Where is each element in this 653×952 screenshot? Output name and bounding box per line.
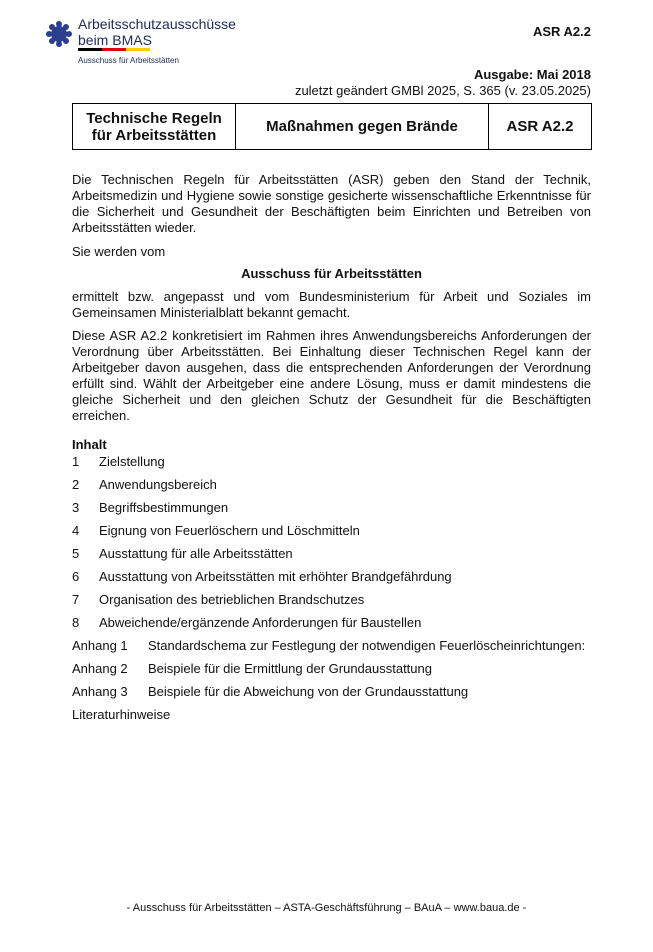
toc-number: 4 <box>72 523 80 538</box>
toc-annex[interactable] <box>72 657 585 680</box>
toc-item[interactable] <box>72 542 585 565</box>
toc-number: 6 <box>72 569 80 584</box>
title-line: für Arbeitsstätten <box>91 126 217 144</box>
toc-annex[interactable] <box>72 680 585 703</box>
toc-title: Ausstattung für alle Arbeitsstätten <box>99 546 293 561</box>
page-footer: - Ausschuss für Arbeitsstätten – ASTA-Geschäftsführung – BAuA – www.baua.de - <box>126 902 527 914</box>
committee-name: Ausschuss für Arbeitsstätten <box>241 266 422 281</box>
logo-text: Arbeitsschutzausschüsse <box>78 16 236 32</box>
toc-number: 7 <box>72 592 80 607</box>
logo-subtitle: Ausschuss für Arbeitsstätten <box>78 56 179 65</box>
toc-heading: Inhalt <box>72 437 107 452</box>
toc-number: 8 <box>72 615 80 630</box>
toc-number: 2 <box>72 477 80 492</box>
annex-title: Standardschema zur Festlegung der notwendigen Feuerlöscheinrichtungen: <box>148 638 586 653</box>
table-of-contents <box>72 450 585 726</box>
toc-title: Anwendungsbereich <box>99 477 217 492</box>
toc-item[interactable] <box>72 450 585 473</box>
toc-annex[interactable] <box>72 634 585 657</box>
annex-title: Beispiele für die Ermittlung der Grundausstattung <box>148 661 432 676</box>
toc-item[interactable] <box>72 519 585 542</box>
toc-number: 5 <box>72 546 80 561</box>
toc-title: Abweichende/ergänzende Anforderungen für Baustellen <box>99 615 422 630</box>
toc-title: Begriffsbestimmungen <box>99 500 229 515</box>
toc-number: 1 <box>72 454 80 469</box>
code-cell: ASR A2.2 <box>489 104 592 150</box>
annex-number: Anhang 3 <box>72 684 128 699</box>
intro-paragraph: Die Technischen Regeln für Arbeitsstätten (ASR) geben den Stand der Technik, Arbeitsmedizin und Hygiene sowie sonstige gesicherte wissenschaftliche Erkenntnisse für die Sicherheit und Gesundheit der Beschäftigten beim Einrichten und Betreiben von Arbeitsstätten wieder. <box>72 172 591 235</box>
annex-number: Anhang 1 <box>72 638 128 653</box>
toc-literature[interactable]: Literaturhinweise <box>72 707 171 722</box>
toc-item[interactable] <box>72 588 585 611</box>
toc-item[interactable] <box>72 496 585 519</box>
subject-cell: Maßnahmen gegen Brände <box>236 104 489 150</box>
title-line: Technische Regeln <box>86 109 222 127</box>
doc-code: ASR A2.2 <box>532 24 591 39</box>
title-cell <box>73 104 236 150</box>
toc-item[interactable] <box>72 473 585 496</box>
toc-title: Zielstellung <box>99 454 165 469</box>
toc-title: Organisation des betrieblichen Brandschutzes <box>99 592 365 607</box>
annex-number: Anhang 2 <box>72 661 128 676</box>
edition: Ausgabe: Mai 2018 <box>473 67 591 82</box>
toc-item[interactable] <box>72 565 585 588</box>
toc-number: 3 <box>72 500 80 515</box>
determined-paragraph: ermittelt bzw. angepasst und vom Bundesministerium für Arbeit und Soziales im Gemeinsamen Ministerialblatt bekannt gemacht. <box>72 289 591 320</box>
toc-title: Eignung von Feuerlöschern und Löschmitteln <box>99 523 360 538</box>
toc-title: Ausstattung von Arbeitsstätten mit erhöhter Brandgefährdung <box>99 569 452 584</box>
logo-text: beim BMAS <box>78 32 152 48</box>
scope-paragraph: Diese ASR A2.2 konkretisiert im Rahmen ihres Anwendungsbereichs Anforderungen der Verordnung über Arbeitsstätten. Bei Einhaltung dieser Technischen Regel kann der Arbeitgeber davon ausgehen, dass die entsprechenden Anforderungen der Verordnung erfüllt sind. Wählt der Arbeitgeber eine andere Lösung, muss er damit mindestens die gleiche Sicherheit und den gleichen Schutz der Gesundheit für die Beschäftigten erreichen. <box>72 328 591 423</box>
title-table <box>72 103 592 150</box>
toc-item[interactable] <box>72 611 585 634</box>
by-text: Sie werden vom <box>72 244 166 259</box>
logo-star-icon <box>45 20 73 48</box>
annex-title: Beispiele für die Abweichung von der Grundausstattung <box>148 684 469 699</box>
last-changed: zuletzt geändert GMBl 2025, S. 365 (v. 23.05.2025) <box>294 83 591 98</box>
flag-stripe <box>78 48 150 51</box>
